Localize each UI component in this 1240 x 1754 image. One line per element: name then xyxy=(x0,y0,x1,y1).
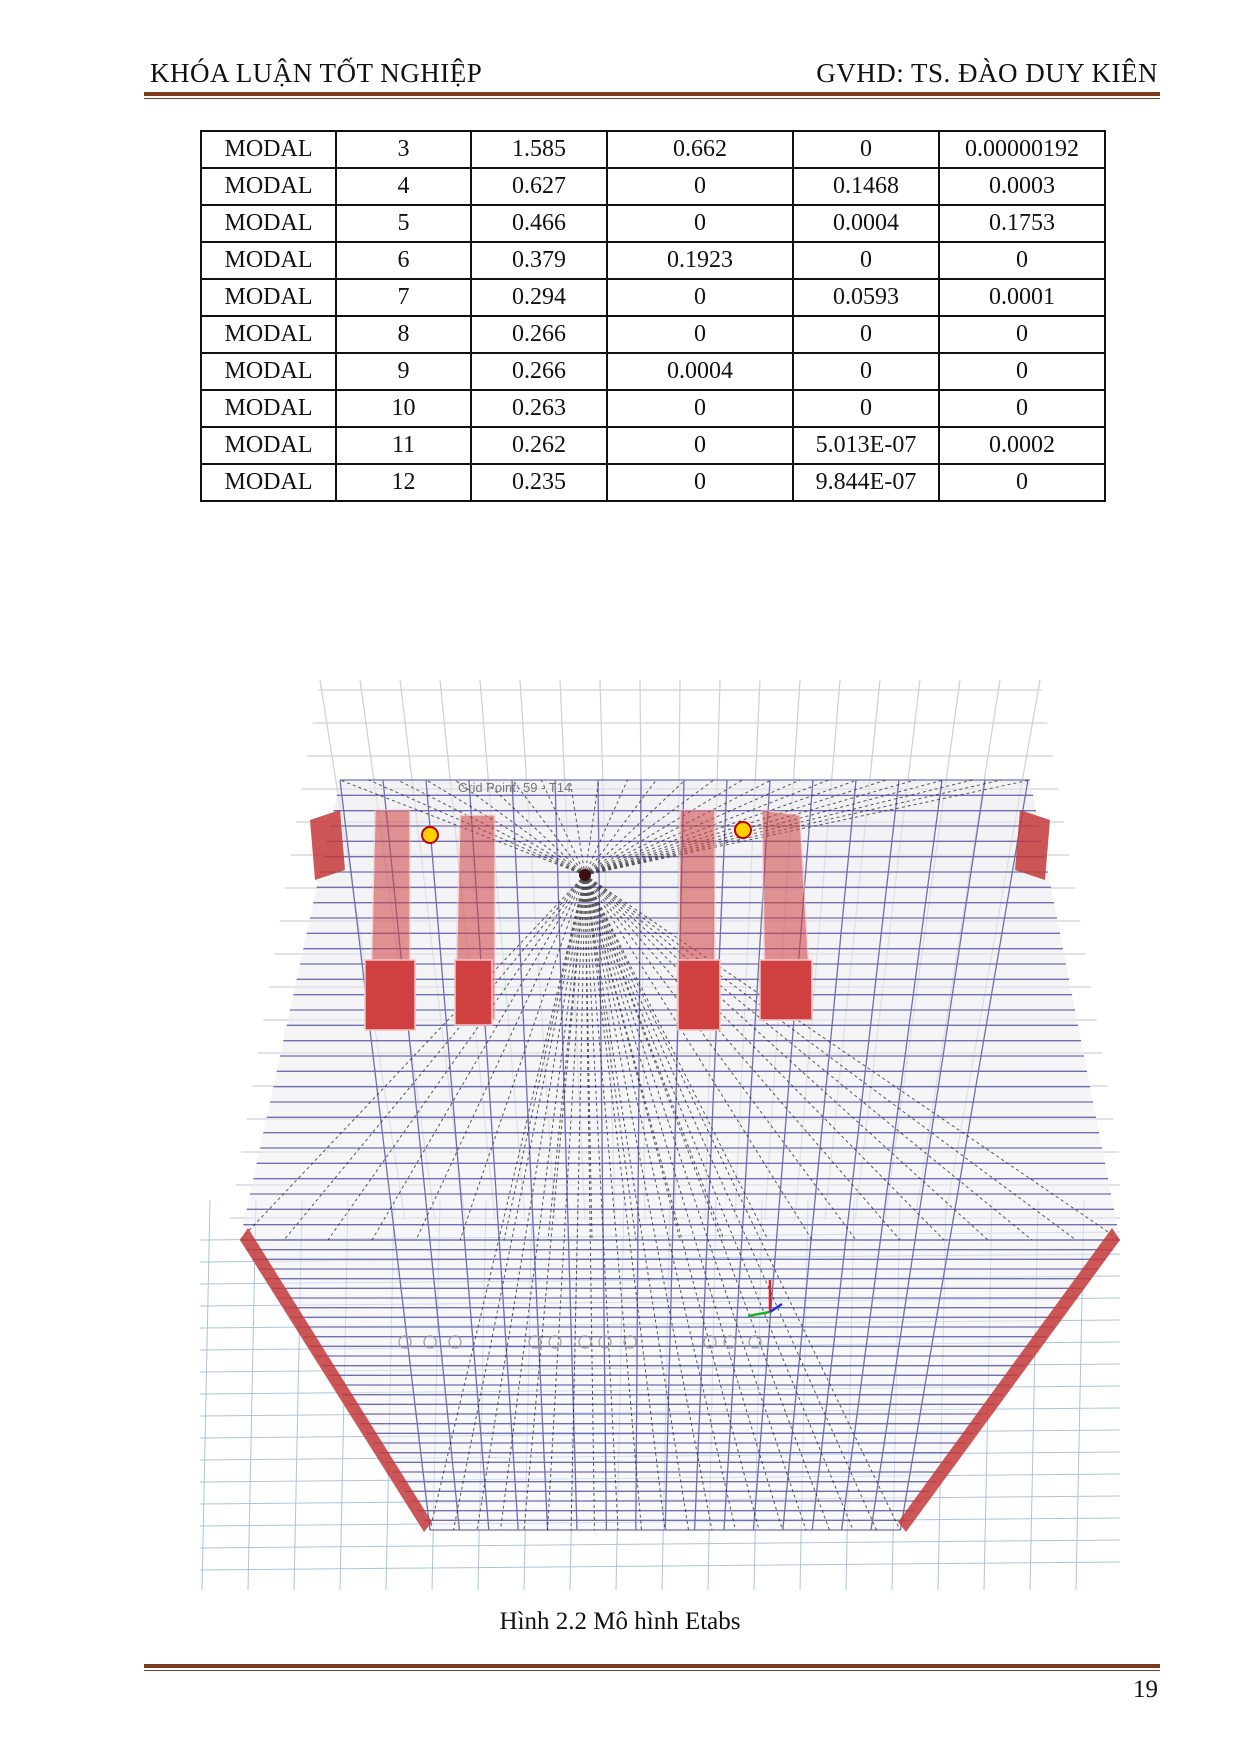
table-cell: 0 xyxy=(607,316,793,353)
table-cell: 9 xyxy=(336,353,471,390)
table-cell: 4 xyxy=(336,168,471,205)
table-cell: 0 xyxy=(607,427,793,464)
table-row xyxy=(201,390,1105,427)
table-cell: 11 xyxy=(336,427,471,464)
table-cell: MODAL xyxy=(201,242,336,279)
table-cell: 10 xyxy=(336,390,471,427)
table-cell: 3 xyxy=(336,131,471,168)
table-cell: 7 xyxy=(336,279,471,316)
modal-table xyxy=(200,130,1106,502)
table-cell: 0.294 xyxy=(471,279,607,316)
table-cell: 0.263 xyxy=(471,390,607,427)
table-cell: 0.1753 xyxy=(939,205,1105,242)
table-cell: 0 xyxy=(793,242,939,279)
table-row xyxy=(201,464,1105,501)
table-cell: 0 xyxy=(607,205,793,242)
header-rule xyxy=(144,92,1160,96)
table-cell: 12 xyxy=(336,464,471,501)
figure-caption: Hình 2.2 Mô hình Etabs xyxy=(499,1608,741,1635)
table-row xyxy=(201,131,1105,168)
table-cell: MODAL xyxy=(201,464,336,501)
table-row xyxy=(201,279,1105,316)
table-cell: MODAL xyxy=(201,205,336,242)
table-cell: 0.0003 xyxy=(939,168,1105,205)
table-cell: 0 xyxy=(939,464,1105,501)
table-cell: 0 xyxy=(607,168,793,205)
table-cell: 0 xyxy=(793,131,939,168)
table-cell: 0 xyxy=(939,353,1105,390)
table-row xyxy=(201,316,1105,353)
table-cell: 0.262 xyxy=(471,427,607,464)
header-advisor: GVHD: TS. ĐÀO DUY KIÊN xyxy=(816,58,1158,88)
table-cell: 5.013E-07 xyxy=(793,427,939,464)
table-cell: MODAL xyxy=(201,353,336,390)
table-cell: 0 xyxy=(939,242,1105,279)
table-cell: 0 xyxy=(939,316,1105,353)
table-cell: 0.627 xyxy=(471,168,607,205)
core-marker-right xyxy=(735,822,751,838)
table-cell: 5 xyxy=(336,205,471,242)
table-cell: 0.0004 xyxy=(793,205,939,242)
table-cell: 0.0002 xyxy=(939,427,1105,464)
table-row xyxy=(201,205,1105,242)
page-number: 19 xyxy=(1133,1676,1158,1703)
table-cell: 0.662 xyxy=(607,131,793,168)
table-cell: 0.466 xyxy=(471,205,607,242)
table-cell: MODAL xyxy=(201,390,336,427)
table-row xyxy=(201,353,1105,390)
etabs-model-figure xyxy=(200,680,1120,1600)
table-cell: MODAL xyxy=(201,279,336,316)
table-cell: 0 xyxy=(939,390,1105,427)
table-cell: 0.379 xyxy=(471,242,607,279)
table-row xyxy=(201,242,1105,279)
table-row xyxy=(201,427,1105,464)
center-of-mass-marker xyxy=(579,869,591,881)
table-cell: 0 xyxy=(607,464,793,501)
table-cell: 0.1923 xyxy=(607,242,793,279)
table-cell: 0.1468 xyxy=(793,168,939,205)
table-cell: 0.235 xyxy=(471,464,607,501)
table-cell: MODAL xyxy=(201,168,336,205)
table-row xyxy=(201,168,1105,205)
header-title: KHÓA LUẬN TỐT NGHIỆP xyxy=(150,58,483,88)
table-cell: 0 xyxy=(607,279,793,316)
table-cell: 0.00000192 xyxy=(939,131,1105,168)
table-cell: 0 xyxy=(607,390,793,427)
footer-rule-thin xyxy=(144,1670,1160,1671)
grid-point-label: Grid Point: 59 - T14 xyxy=(458,780,572,795)
table-cell: MODAL xyxy=(201,131,336,168)
table-cell: MODAL xyxy=(201,316,336,353)
header-rule-thin xyxy=(144,98,1160,99)
table-cell: 0 xyxy=(793,390,939,427)
table-cell: 0.266 xyxy=(471,316,607,353)
table-cell: 1.585 xyxy=(471,131,607,168)
table-cell: 8 xyxy=(336,316,471,353)
table-cell: 0.0001 xyxy=(939,279,1105,316)
table-cell: 9.844E-07 xyxy=(793,464,939,501)
table-cell: 0.266 xyxy=(471,353,607,390)
table-cell: 0.0593 xyxy=(793,279,939,316)
table-cell: MODAL xyxy=(201,427,336,464)
core-marker-left xyxy=(422,827,438,843)
footer-rule xyxy=(144,1664,1160,1668)
table-cell: 0.0004 xyxy=(607,353,793,390)
table-cell: 0 xyxy=(793,316,939,353)
table-cell: 0 xyxy=(793,353,939,390)
table-cell: 6 xyxy=(336,242,471,279)
